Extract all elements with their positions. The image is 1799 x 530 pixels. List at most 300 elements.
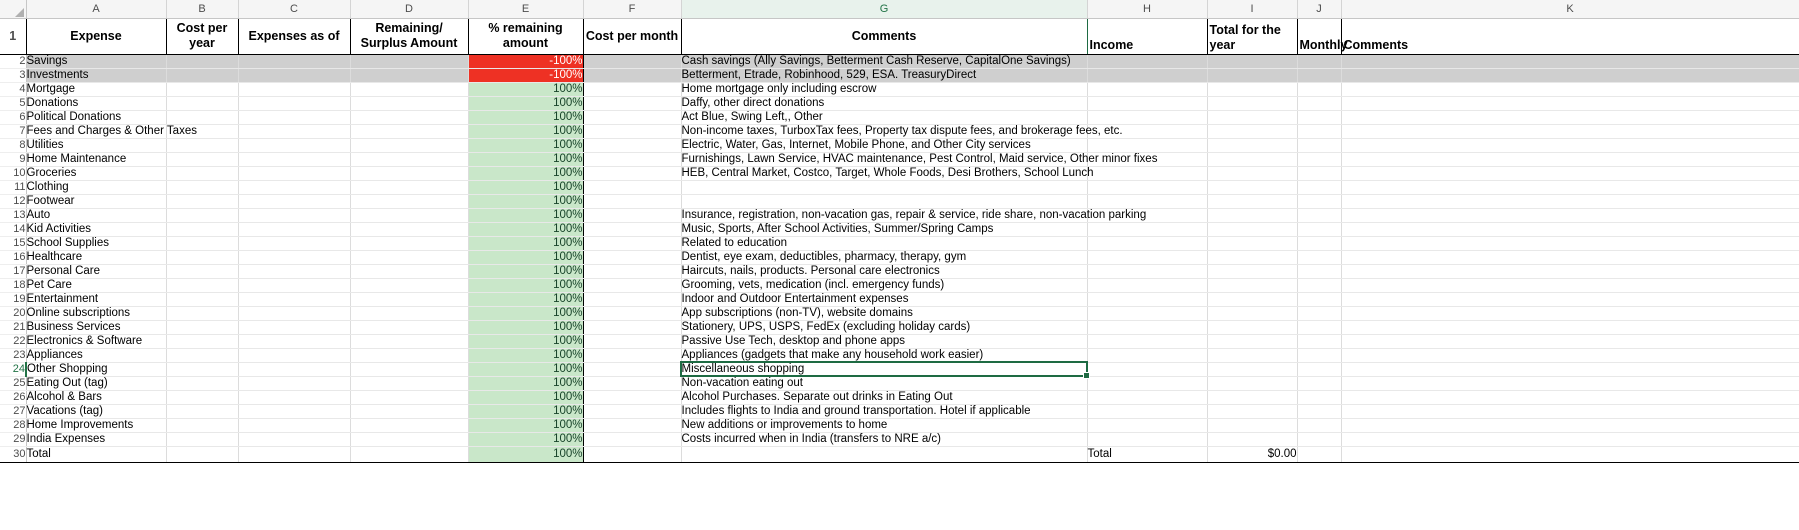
row-header-11[interactable]: 11 — [0, 180, 26, 194]
cell-cost-per-month-28[interactable] — [583, 418, 681, 432]
cell-cost-per-month-8[interactable] — [583, 138, 681, 152]
cell-income-8[interactable] — [1087, 138, 1207, 152]
cell-income-15[interactable] — [1087, 236, 1207, 250]
cell-expense-10[interactable] — [26, 166, 166, 180]
cell-expense-13[interactable] — [26, 208, 166, 222]
cell-comments-right-29[interactable] — [1341, 432, 1799, 446]
cell-comments-right-17[interactable] — [1341, 264, 1799, 278]
table-row[interactable] — [0, 390, 1799, 404]
cell-expenses-as-of-29[interactable] — [238, 432, 350, 446]
cell-comments-8[interactable] — [681, 138, 1087, 152]
cell-expense-26[interactable] — [26, 390, 166, 404]
cell-expense-7[interactable] — [26, 124, 197, 138]
table-row[interactable] — [0, 54, 1799, 68]
cell-income-28[interactable] — [1087, 418, 1207, 432]
cell-expenses-as-of-2[interactable] — [238, 54, 350, 68]
cell-cost-per-month-12[interactable] — [583, 194, 681, 208]
cell-remaining-surplus-19[interactable] — [350, 292, 468, 306]
cell-total-for-year-12[interactable] — [1207, 194, 1297, 208]
cell-total-for-year-18[interactable] — [1207, 278, 1297, 292]
cell-pct-remaining-15[interactable]: 100% — [468, 236, 583, 250]
cell-comments-5[interactable] — [681, 96, 1087, 110]
cell-expenses-as-of-16[interactable] — [238, 250, 350, 264]
cell-comments-29[interactable] — [681, 432, 1087, 446]
cell-monthly-9[interactable] — [1297, 152, 1341, 166]
table-row[interactable] — [0, 222, 1799, 236]
cell-total-for-year-17[interactable] — [1207, 264, 1297, 278]
row-header-27[interactable]: 27 — [0, 404, 26, 418]
cell-pct-remaining-18[interactable]: 100% — [468, 278, 583, 292]
table-row[interactable] — [0, 152, 1799, 166]
cell-income-21[interactable] — [1087, 320, 1207, 334]
cell-income-10[interactable] — [1087, 166, 1207, 180]
table-row[interactable] — [0, 348, 1799, 362]
cell-cost-per-month-29[interactable] — [583, 432, 681, 446]
cell-cost-per-year-4[interactable] — [166, 82, 238, 96]
cell-monthly-28[interactable] — [1297, 418, 1341, 432]
cell-cost-per-year-11[interactable] — [166, 180, 238, 194]
row-header-29[interactable]: 29 — [0, 432, 26, 446]
cell-expenses-as-of-8[interactable] — [238, 138, 350, 152]
cell-cost-per-month-10[interactable] — [583, 166, 681, 180]
row-header-24[interactable]: 24 — [0, 362, 26, 376]
cell-cost-per-month-23[interactable] — [583, 348, 681, 362]
cell-cost-per-year-21[interactable] — [166, 320, 238, 334]
cell-monthly-25[interactable] — [1297, 376, 1341, 390]
cell-cost-per-year-20[interactable] — [166, 306, 238, 320]
cell-total-for-year-6[interactable] — [1207, 110, 1297, 124]
cell-total-for-year-13[interactable] — [1207, 208, 1297, 222]
cell-remaining-surplus-3[interactable] — [350, 68, 468, 82]
cell-monthly-2[interactable] — [1297, 54, 1341, 68]
cell-cost-per-year-5[interactable] — [166, 96, 238, 110]
cell-pct-remaining-11[interactable]: 100% — [468, 180, 583, 194]
cell-remaining-surplus-23[interactable] — [350, 348, 468, 362]
cell-cost-per-month-9[interactable] — [583, 152, 681, 166]
cell-remaining-surplus-18[interactable] — [350, 278, 468, 292]
cell-income-25[interactable] — [1087, 376, 1207, 390]
cell-income-22[interactable] — [1087, 334, 1207, 348]
cell-total-for-year-2[interactable] — [1207, 54, 1297, 68]
column-header-f[interactable]: F — [583, 0, 681, 18]
cell-remaining-surplus-9[interactable] — [350, 152, 468, 166]
row-header-18[interactable]: 18 — [0, 278, 26, 292]
cell-monthly-18[interactable] — [1297, 278, 1341, 292]
table-row[interactable] — [0, 194, 1799, 208]
cell-cost-per-year-13[interactable] — [166, 208, 238, 222]
cell-remaining-surplus-2[interactable] — [350, 54, 468, 68]
cell-comments-right-6[interactable] — [1341, 110, 1799, 124]
cell-total-for-year-22[interactable] — [1207, 334, 1297, 348]
cell-cost-per-month-26[interactable] — [583, 390, 681, 404]
cell-comments-right-24[interactable] — [1341, 362, 1799, 376]
cell-pct-remaining-4[interactable]: 100% — [468, 82, 583, 96]
table-row[interactable] — [0, 418, 1799, 432]
table-row[interactable] — [0, 334, 1799, 348]
cell-monthly-19[interactable] — [1297, 292, 1341, 306]
row-header-21[interactable]: 21 — [0, 320, 26, 334]
cell-total-for-year-3[interactable] — [1207, 68, 1297, 82]
cell-expenses-as-of-19[interactable] — [238, 292, 350, 306]
column-header-a[interactable]: A — [26, 0, 166, 18]
cell-remaining-surplus-5[interactable] — [350, 96, 468, 110]
cell-monthly-6[interactable] — [1297, 110, 1341, 124]
cell-income-18[interactable] — [1087, 278, 1207, 292]
cell-cost-per-year-27[interactable] — [166, 404, 238, 418]
cell-pct-remaining-5[interactable]: 100% — [468, 96, 583, 110]
cell-cost-per-year-28[interactable] — [166, 418, 238, 432]
cell-total-for-year-9[interactable] — [1207, 152, 1297, 166]
cell-remaining-surplus-16[interactable] — [350, 250, 468, 264]
row-header-26[interactable]: 26 — [0, 390, 26, 404]
cell-income-5[interactable] — [1087, 96, 1207, 110]
cell-comments-right-2[interactable] — [1341, 54, 1799, 68]
cell-monthly-27[interactable] — [1297, 404, 1341, 418]
cell-comments-10[interactable] — [681, 166, 1094, 180]
cell-comments-right-25[interactable] — [1341, 376, 1799, 390]
cell-remaining-surplus-11[interactable] — [350, 180, 468, 194]
cell-monthly-20[interactable] — [1297, 306, 1341, 320]
cell-monthly-24[interactable] — [1297, 362, 1341, 376]
cell-cost-per-year-15[interactable] — [166, 236, 238, 250]
table-row[interactable] — [0, 320, 1799, 334]
cell-total-for-year-8[interactable] — [1207, 138, 1297, 152]
cell-expenses-as-of-3[interactable] — [238, 68, 350, 82]
table-row[interactable] — [0, 138, 1799, 152]
cell-comments-19[interactable] — [681, 292, 1087, 306]
cell-expense-19[interactable] — [26, 292, 166, 306]
cell-income-11[interactable] — [1087, 180, 1207, 194]
cell-cost-per-year-23[interactable] — [166, 348, 238, 362]
cell-expense-27[interactable] — [26, 404, 166, 418]
cell-monthly-16[interactable] — [1297, 250, 1341, 264]
cell-cost-per-year-14[interactable] — [166, 222, 238, 236]
cell-comments-28[interactable] — [681, 418, 1087, 432]
cell-cost-per-month-25[interactable] — [583, 376, 681, 390]
cell-remaining-surplus-28[interactable] — [350, 418, 468, 432]
cell-monthly-23[interactable] — [1297, 348, 1341, 362]
cell-income-3[interactable] — [1087, 68, 1207, 82]
cell-expenses-as-of-28[interactable] — [238, 418, 350, 432]
cell-cost-per-year-2[interactable] — [166, 54, 238, 68]
cell-pct-remaining-20[interactable]: 100% — [468, 306, 583, 320]
table-row[interactable] — [0, 362, 1799, 376]
row-header-8[interactable]: 8 — [0, 138, 26, 152]
cell-cost-per-year-3[interactable] — [166, 68, 238, 82]
cell-cost-per-month-14[interactable] — [583, 222, 681, 236]
cell-comments-16[interactable] — [681, 250, 1087, 264]
row-header-9[interactable]: 9 — [0, 152, 26, 166]
cell-income-27[interactable] — [1087, 404, 1207, 418]
cell-expenses-as-of-23[interactable] — [238, 348, 350, 362]
cell-total-for-year-24[interactable] — [1207, 362, 1297, 376]
cell-pct-remaining-22[interactable]: 100% — [468, 334, 583, 348]
cell-total-for-year-26[interactable] — [1207, 390, 1297, 404]
cell-expenses-as-of-13[interactable] — [238, 208, 350, 222]
cell-cost-per-year-24[interactable] — [166, 362, 238, 376]
cell-comments-right-12[interactable] — [1341, 194, 1799, 208]
row-header-13[interactable]: 13 — [0, 208, 26, 222]
table-row[interactable] — [0, 264, 1799, 278]
cell-total-for-year-14[interactable] — [1207, 222, 1297, 236]
cell-expenses-as-of-21[interactable] — [238, 320, 350, 334]
cell-expense-22[interactable] — [26, 334, 166, 348]
cell-comments-27[interactable] — [681, 404, 1087, 418]
cell-income-26[interactable] — [1087, 390, 1207, 404]
cell-remaining-surplus-4[interactable] — [350, 82, 468, 96]
cell-pct-remaining-3[interactable]: -100% — [468, 68, 583, 82]
cell-expenses-as-of-9[interactable] — [238, 152, 350, 166]
cell-total-for-year-16[interactable] — [1207, 250, 1297, 264]
row-header-4[interactable]: 4 — [0, 82, 26, 96]
cell-comments-right-21[interactable] — [1341, 320, 1799, 334]
cell-total-for-year-19[interactable] — [1207, 292, 1297, 306]
cell-remaining-surplus-14[interactable] — [350, 222, 468, 236]
column-header-c[interactable]: C — [238, 0, 350, 18]
row-header-30[interactable]: 30 — [0, 446, 26, 462]
cell-total-for-year-10[interactable] — [1207, 166, 1297, 180]
cell-monthly-4[interactable] — [1297, 82, 1341, 96]
cell-pct-remaining-26[interactable]: 100% — [468, 390, 583, 404]
cell-total-for-year-7[interactable] — [1207, 124, 1297, 138]
cell-total-for-year-20[interactable] — [1207, 306, 1297, 320]
cell-monthly-15[interactable] — [1297, 236, 1341, 250]
cell-total-for-year-21[interactable] — [1207, 320, 1297, 334]
cell-remaining-surplus-7[interactable] — [350, 124, 468, 138]
table-row[interactable] — [0, 82, 1799, 96]
cell-pct-remaining-29[interactable]: 100% — [468, 432, 583, 446]
cell-expenses-as-of-27[interactable] — [238, 404, 350, 418]
column-header-h[interactable]: H — [1087, 0, 1207, 18]
cell-expense-20[interactable] — [26, 306, 166, 320]
cell-comments-23[interactable] — [681, 348, 1087, 362]
row-header-2[interactable]: 2 — [0, 54, 26, 68]
cell-comments-right-11[interactable] — [1341, 180, 1799, 194]
row-header-10[interactable]: 10 — [0, 166, 26, 180]
cell-remaining-surplus-13[interactable] — [350, 208, 468, 222]
cell-total-for-year-27[interactable] — [1207, 404, 1297, 418]
cell-monthly-12[interactable] — [1297, 194, 1341, 208]
cell-total-for-year-15[interactable] — [1207, 236, 1297, 250]
cell-cost-per-month-5[interactable] — [583, 96, 681, 110]
cell-comments-right-4[interactable] — [1341, 82, 1799, 96]
cell-expenses-as-of-11[interactable] — [238, 180, 350, 194]
table-row[interactable] — [0, 432, 1799, 446]
cell-total-for-year-5[interactable] — [1207, 96, 1297, 110]
cell-cost-per-month-19[interactable] — [583, 292, 681, 306]
cell-pct-remaining-27[interactable]: 100% — [468, 404, 583, 418]
cell-expenses-as-of-24[interactable] — [238, 362, 350, 376]
row-header-17[interactable]: 17 — [0, 264, 26, 278]
cell-comments-26[interactable] — [681, 390, 1087, 404]
cell-cost-per-year-19[interactable] — [166, 292, 238, 306]
cell-cost-per-year-8[interactable] — [166, 138, 238, 152]
column-header-e[interactable]: E — [468, 0, 583, 18]
cell-monthly-17[interactable] — [1297, 264, 1341, 278]
cell-remaining-surplus-10[interactable] — [350, 166, 468, 180]
cell-remaining-surplus-24[interactable] — [350, 362, 468, 376]
cell-expense-6[interactable] — [26, 110, 166, 124]
row-header-25[interactable]: 25 — [0, 376, 26, 390]
cell-expense-11[interactable] — [26, 180, 166, 194]
table-row[interactable] — [0, 166, 1799, 180]
cell-cost-per-month-2[interactable] — [583, 54, 681, 68]
cell-cost-per-year-16[interactable] — [166, 250, 238, 264]
row-header-6[interactable]: 6 — [0, 110, 26, 124]
cell-total-for-year-28[interactable] — [1207, 418, 1297, 432]
cell-comments-7[interactable] — [681, 124, 1123, 138]
cell-cost-per-month-4[interactable] — [583, 82, 681, 96]
cell-monthly-26[interactable] — [1297, 390, 1341, 404]
column-header-b[interactable]: B — [166, 0, 238, 18]
column-header-k[interactable]: K — [1341, 0, 1799, 18]
cell-expense-24[interactable] — [26, 362, 166, 376]
table-row[interactable] — [0, 404, 1799, 418]
cell-comments-4[interactable] — [681, 82, 1087, 96]
cell-pct-remaining-23[interactable]: 100% — [468, 348, 583, 362]
cell-remaining-surplus-8[interactable] — [350, 138, 468, 152]
cell-cost-per-month-16[interactable] — [583, 250, 681, 264]
column-header-d[interactable]: D — [350, 0, 468, 18]
cell-income-19[interactable] — [1087, 292, 1207, 306]
cell-comments-right-28[interactable] — [1341, 418, 1799, 432]
cell-remaining-surplus-25[interactable] — [350, 376, 468, 390]
cell-cost-per-year-9[interactable] — [166, 152, 238, 166]
cell-expense-8[interactable] — [26, 138, 166, 152]
cell-comments-22[interactable] — [681, 334, 1087, 348]
cell-expenses-as-of-4[interactable] — [238, 82, 350, 96]
cell-comments-right-19[interactable] — [1341, 292, 1799, 306]
cell-cost-per-year-25[interactable] — [166, 376, 238, 390]
cell-income-12[interactable] — [1087, 194, 1207, 208]
cell-cost-per-year-17[interactable] — [166, 264, 238, 278]
cell-total-for-year-23[interactable] — [1207, 348, 1297, 362]
cell-monthly-3[interactable] — [1297, 68, 1341, 82]
cell-comments-right-26[interactable] — [1341, 390, 1799, 404]
cell-remaining-surplus-26[interactable] — [350, 390, 468, 404]
cell-remaining-surplus-17[interactable] — [350, 264, 468, 278]
cell-expense-29[interactable] — [26, 432, 166, 446]
cell-expense-9[interactable] — [26, 152, 166, 166]
cell-income-23[interactable] — [1087, 348, 1207, 362]
cell-remaining-surplus-27[interactable] — [350, 404, 468, 418]
select-all-corner[interactable] — [0, 0, 26, 18]
cell-total-for-year-25[interactable] — [1207, 376, 1297, 390]
table-row[interactable] — [0, 124, 1799, 138]
cell-expenses-as-of-14[interactable] — [238, 222, 350, 236]
cell-expense-14[interactable] — [26, 222, 166, 236]
cell-cost-per-month-6[interactable] — [583, 110, 681, 124]
cell-pct-remaining-16[interactable]: 100% — [468, 250, 583, 264]
cell-comments-right-5[interactable] — [1341, 96, 1799, 110]
cell-remaining-surplus-20[interactable] — [350, 306, 468, 320]
row-header-15[interactable]: 15 — [0, 236, 26, 250]
table-row[interactable] — [0, 278, 1799, 292]
row-header-20[interactable]: 20 — [0, 306, 26, 320]
cell-comments-right-23[interactable] — [1341, 348, 1799, 362]
row-header-1[interactable]: 1 — [0, 18, 26, 54]
cell-comments-2[interactable] — [681, 54, 1087, 68]
cell-expenses-as-of-22[interactable] — [238, 334, 350, 348]
cell-monthly-10[interactable] — [1297, 166, 1341, 180]
cell-comments-21[interactable] — [681, 320, 1087, 334]
cell-monthly-7[interactable] — [1297, 124, 1341, 138]
cell-expense-18[interactable] — [26, 278, 166, 292]
cell-expense-12[interactable] — [26, 194, 166, 208]
cell-pct-remaining-6[interactable]: 100% — [468, 110, 583, 124]
cell-pct-remaining-17[interactable]: 100% — [468, 264, 583, 278]
cell-pct-remaining-7[interactable]: 100% — [468, 124, 583, 138]
cell-comments-24[interactable] — [681, 362, 1087, 376]
cell-total-for-year-11[interactable] — [1207, 180, 1297, 194]
cell-cost-per-month-24[interactable] — [583, 362, 681, 376]
cell-comments-14[interactable] — [681, 222, 1087, 236]
cell-monthly-5[interactable] — [1297, 96, 1341, 110]
cell-expense-25[interactable] — [26, 376, 166, 390]
row-header-3[interactable]: 3 — [0, 68, 26, 82]
cell-expenses-as-of-10[interactable] — [238, 166, 350, 180]
cell-monthly-8[interactable] — [1297, 138, 1341, 152]
cell-comments-20[interactable] — [681, 306, 1087, 320]
cell-income-24[interactable] — [1087, 362, 1207, 376]
cell-remaining-surplus-15[interactable] — [350, 236, 468, 250]
cell-expense-16[interactable] — [26, 250, 166, 264]
cell-cost-per-month-3[interactable] — [583, 68, 681, 82]
column-header-i[interactable]: I — [1207, 0, 1297, 18]
cell-pct-remaining-13[interactable]: 100% — [468, 208, 583, 222]
cell-remaining-surplus-22[interactable] — [350, 334, 468, 348]
table-row[interactable] — [0, 292, 1799, 306]
table-row[interactable] — [0, 208, 1799, 222]
table-row[interactable] — [0, 306, 1799, 320]
cell-cost-per-year-26[interactable] — [166, 390, 238, 404]
cell-pct-remaining-28[interactable]: 100% — [468, 418, 583, 432]
cell-comments-25[interactable] — [681, 376, 1087, 390]
cell-pct-remaining-24[interactable]: 100% — [468, 362, 583, 376]
cell-cost-per-year-22[interactable] — [166, 334, 238, 348]
cell-pct-remaining-25[interactable]: 100% — [468, 376, 583, 390]
cell-expense-17[interactable] — [26, 264, 166, 278]
cell-total-for-year-29[interactable] — [1207, 432, 1297, 446]
cell-cost-per-year-18[interactable] — [166, 278, 238, 292]
cell-comments-right-14[interactable] — [1341, 222, 1799, 236]
table-row[interactable] — [0, 376, 1799, 390]
row-header-23[interactable]: 23 — [0, 348, 26, 362]
cell-comments-right-20[interactable] — [1341, 306, 1799, 320]
row-header-12[interactable]: 12 — [0, 194, 26, 208]
cell-total-for-year-4[interactable] — [1207, 82, 1297, 96]
cell-pct-remaining-2[interactable]: -100% — [468, 54, 583, 68]
cell-comments-right-27[interactable] — [1341, 404, 1799, 418]
cell-cost-per-month-21[interactable] — [583, 320, 681, 334]
row-header-22[interactable]: 22 — [0, 334, 26, 348]
cell-expenses-as-of-18[interactable] — [238, 278, 350, 292]
cell-cost-per-month-18[interactable] — [583, 278, 681, 292]
table-row[interactable] — [0, 250, 1799, 264]
cell-expense-23[interactable] — [26, 348, 166, 362]
cell-expenses-as-of-7[interactable] — [238, 124, 350, 138]
cell-expenses-as-of-5[interactable] — [238, 96, 350, 110]
cell-comments-right-15[interactable] — [1341, 236, 1799, 250]
cell-expense-21[interactable] — [26, 320, 166, 334]
cell-cost-per-month-7[interactable] — [583, 124, 681, 138]
cell-expense-2[interactable] — [26, 54, 166, 68]
cell-cost-per-month-13[interactable] — [583, 208, 681, 222]
cell-monthly-29[interactable] — [1297, 432, 1341, 446]
cell-monthly-11[interactable] — [1297, 180, 1341, 194]
cell-monthly-14[interactable] — [1297, 222, 1341, 236]
cell-expenses-as-of-17[interactable] — [238, 264, 350, 278]
